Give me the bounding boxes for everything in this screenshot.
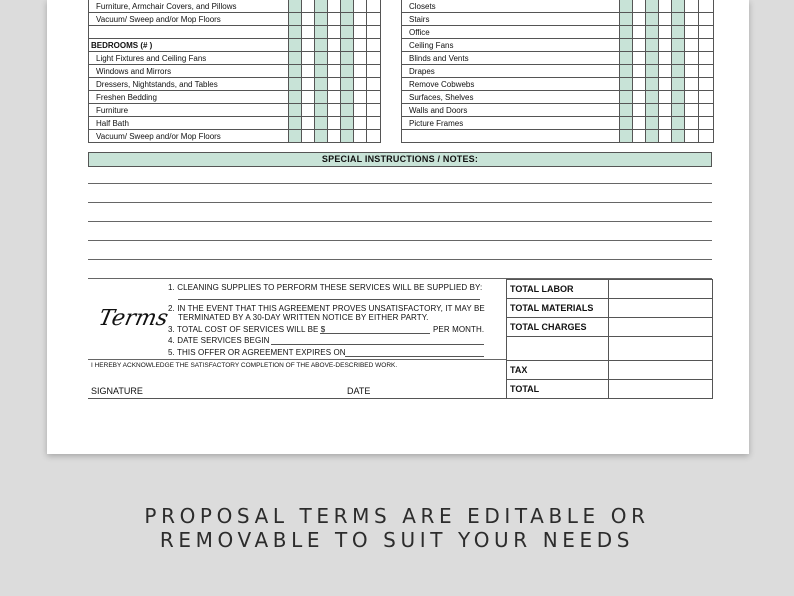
right-checkbox-cell[interactable] (685, 52, 699, 65)
left-checkbox-cell[interactable] (367, 39, 381, 52)
right-task-label: Closets (402, 0, 620, 13)
date-label: DATE (347, 386, 371, 396)
right-row (402, 104, 714, 117)
left-checkbox-cell[interactable] (315, 104, 328, 117)
grand-total-value[interactable] (609, 380, 713, 399)
right-checkbox-cell[interactable] (620, 65, 633, 78)
left-checkbox-cell[interactable] (302, 91, 315, 104)
right-checkbox-cell[interactable] (685, 65, 699, 78)
tax-value[interactable] (609, 361, 713, 380)
left-checkbox-cell[interactable] (367, 91, 381, 104)
left-checkbox-cell[interactable] (289, 65, 302, 78)
left-checkbox-cell[interactable] (367, 0, 381, 13)
right-checkbox-cell[interactable] (646, 39, 659, 52)
left-task-label: Windows and Mirrors (89, 65, 289, 78)
left-checkbox-cell[interactable] (328, 13, 341, 26)
left-checkbox-cell[interactable] (289, 117, 302, 130)
left-row (89, 13, 381, 26)
right-checklist-table (401, 0, 714, 143)
term-5: 5. THIS OFFER OR AGREEMENT EXPIRES ON (168, 348, 346, 357)
right-row (402, 13, 714, 26)
right-row (402, 65, 714, 78)
right-task-label: Drapes (402, 65, 620, 78)
right-task-label: Blinds and Vents (402, 52, 620, 65)
right-checkbox-cell[interactable] (620, 0, 633, 13)
left-checkbox-cell[interactable] (328, 130, 341, 143)
term-2-line1: 2. IN THE EVENT THAT THIS AGREEMENT PROVES UNSATISFACTORY, IT MAY BE (168, 304, 485, 313)
notes-line[interactable] (88, 240, 712, 241)
left-checkbox-cell[interactable] (302, 65, 315, 78)
left-checkbox-cell[interactable] (289, 78, 302, 91)
left-row (89, 117, 381, 130)
left-checkbox-cell[interactable] (354, 26, 367, 39)
left-task-label: Half Bath (89, 117, 289, 130)
right-checkbox-cell[interactable] (646, 117, 659, 130)
right-task-label: Remove Cobwebs (402, 78, 620, 91)
right-checkbox-cell[interactable] (685, 78, 699, 91)
left-checkbox-cell[interactable] (341, 26, 354, 39)
right-checkbox-cell[interactable] (672, 0, 685, 13)
right-checkbox-cell[interactable] (646, 52, 659, 65)
right-checkbox-cell[interactable] (633, 117, 646, 130)
left-checkbox-cell[interactable] (341, 52, 354, 65)
left-checkbox-cell[interactable] (367, 104, 381, 117)
caption-line-2: REMOVABLE TO SUIT YOUR NEEDS (159, 528, 635, 552)
left-task-label: Furniture, Armchair Covers, and Pillows (89, 0, 289, 13)
left-task-label: Light Fixtures and Ceiling Fans (89, 52, 289, 65)
notes-line[interactable] (88, 221, 712, 222)
left-task-label: Freshen Bedding (89, 91, 289, 104)
left-checkbox-cell[interactable] (328, 117, 341, 130)
right-checkbox-cell[interactable] (672, 52, 685, 65)
right-row (402, 130, 714, 143)
right-row (402, 0, 714, 13)
left-checklist-table (88, 0, 381, 143)
left-task-label (89, 26, 289, 39)
right-checkbox-cell[interactable] (672, 78, 685, 91)
tax-label: TAX (507, 361, 609, 380)
left-checkbox-cell[interactable] (328, 65, 341, 78)
right-checkbox-cell[interactable] (659, 13, 672, 26)
right-checkbox-cell[interactable] (620, 52, 633, 65)
notes-line[interactable] (88, 183, 712, 184)
totals-table (506, 279, 713, 399)
right-checkbox-cell[interactable] (699, 26, 714, 39)
left-checkbox-cell[interactable] (302, 13, 315, 26)
right-checkbox-cell[interactable] (620, 91, 633, 104)
right-task-label: Ceiling Fans (402, 39, 620, 52)
right-checkbox-cell[interactable] (685, 39, 699, 52)
right-task-label: Picture Frames (402, 117, 620, 130)
ack-divider (88, 359, 506, 360)
right-checkbox-cell[interactable] (659, 52, 672, 65)
left-checkbox-cell[interactable] (354, 52, 367, 65)
blank-total-value[interactable] (609, 337, 713, 361)
right-checkbox-cell[interactable] (699, 130, 714, 143)
right-checkbox-cell[interactable] (699, 117, 714, 130)
left-checkbox-cell[interactable] (315, 39, 328, 52)
right-checkbox-cell[interactable] (685, 91, 699, 104)
right-checkbox-cell[interactable] (633, 91, 646, 104)
right-checkbox-cell[interactable] (685, 130, 699, 143)
total-labor-value[interactable] (609, 280, 713, 299)
left-checkbox-cell[interactable] (315, 91, 328, 104)
left-checkbox-cell[interactable] (315, 0, 328, 13)
right-row (402, 26, 714, 39)
right-checkbox-cell[interactable] (659, 0, 672, 13)
left-checkbox-cell[interactable] (289, 13, 302, 26)
start-date-blank[interactable] (271, 344, 484, 345)
left-checkbox-cell[interactable] (367, 52, 381, 65)
right-task-label: Surfaces, Shelves (402, 91, 620, 104)
left-checkbox-cell[interactable] (367, 78, 381, 91)
right-checkbox-cell[interactable] (620, 130, 633, 143)
left-checkbox-cell[interactable] (341, 91, 354, 104)
right-checkbox-cell[interactable] (659, 130, 672, 143)
left-checkbox-cell[interactable] (315, 130, 328, 143)
right-row (402, 117, 714, 130)
left-checkbox-cell[interactable] (354, 65, 367, 78)
right-checkbox-cell[interactable] (659, 26, 672, 39)
term-2-line2: TERMINATED BY A 30-DAY WRITTEN NOTICE BY EITHER PARTY. (178, 313, 429, 322)
right-checkbox-cell[interactable] (685, 13, 699, 26)
right-task-label: Stairs (402, 13, 620, 26)
left-checkbox-cell[interactable] (302, 39, 315, 52)
left-checkbox-cell[interactable] (341, 39, 354, 52)
right-checkbox-cell[interactable] (633, 13, 646, 26)
left-row (89, 26, 381, 39)
left-checkbox-cell[interactable] (354, 91, 367, 104)
left-row (89, 104, 381, 117)
right-checkbox-cell[interactable] (699, 0, 714, 13)
right-row (402, 78, 714, 91)
left-checkbox-cell[interactable] (328, 78, 341, 91)
right-checkbox-cell[interactable] (646, 104, 659, 117)
left-checkbox-cell[interactable] (289, 26, 302, 39)
right-checkbox-cell[interactable] (620, 78, 633, 91)
left-checkbox-cell[interactable] (302, 52, 315, 65)
left-checkbox-cell[interactable] (302, 117, 315, 130)
right-checkbox-cell[interactable] (659, 78, 672, 91)
right-task-label (402, 130, 620, 143)
left-checkbox-cell[interactable] (315, 52, 328, 65)
left-task-label: Vacuum/ Sweep and/or Mop Floors (89, 13, 289, 26)
right-checkbox-cell[interactable] (659, 39, 672, 52)
right-checkbox-cell[interactable] (685, 117, 699, 130)
left-checkbox-cell[interactable] (341, 13, 354, 26)
left-row (89, 65, 381, 78)
left-row (89, 78, 381, 91)
right-checkbox-cell[interactable] (672, 91, 685, 104)
right-checkbox-cell[interactable] (646, 91, 659, 104)
right-checkbox-cell[interactable] (646, 26, 659, 39)
right-checkbox-cell[interactable] (699, 91, 714, 104)
left-checkbox-cell[interactable] (289, 39, 302, 52)
right-checkbox-cell[interactable] (672, 104, 685, 117)
right-checkbox-cell[interactable] (633, 130, 646, 143)
left-checkbox-cell[interactable] (315, 117, 328, 130)
left-checkbox-cell[interactable] (367, 130, 381, 143)
right-checkbox-cell[interactable] (699, 78, 714, 91)
term-3-suffix: PER MONTH. (433, 325, 485, 334)
left-checkbox-cell[interactable] (354, 104, 367, 117)
left-checkbox-cell[interactable] (367, 13, 381, 26)
term-1-blank[interactable] (178, 299, 480, 300)
right-checkbox-cell[interactable] (672, 26, 685, 39)
total-materials-label: TOTAL MATERIALS (507, 299, 609, 318)
left-checkbox-cell[interactable] (354, 0, 367, 13)
special-instructions-header: SPECIAL INSTRUCTIONS / NOTES: (88, 152, 712, 167)
left-checkbox-cell[interactable] (289, 91, 302, 104)
left-checkbox-cell[interactable] (328, 104, 341, 117)
right-checkbox-cell[interactable] (672, 13, 685, 26)
left-section-header: BEDROOMS (# ) (89, 39, 289, 52)
left-checkbox-cell[interactable] (289, 52, 302, 65)
right-checkbox-cell[interactable] (620, 13, 633, 26)
left-checkbox-cell[interactable] (367, 26, 381, 39)
right-checkbox-cell[interactable] (659, 104, 672, 117)
right-checkbox-cell[interactable] (659, 91, 672, 104)
left-checkbox-cell[interactable] (302, 104, 315, 117)
form-sheet (47, 0, 749, 454)
right-checkbox-cell[interactable] (659, 117, 672, 130)
left-checkbox-cell[interactable] (302, 78, 315, 91)
left-checkbox-cell[interactable] (354, 117, 367, 130)
left-checkbox-cell[interactable] (289, 0, 302, 13)
acknowledgement-text: I HEREBY ACKNOWLEDGE THE SATISFACTORY COMPLETION OF THE ABOVE-DESCRIBED WORK. (91, 362, 398, 369)
right-task-label: Office (402, 26, 620, 39)
total-charges-value[interactable] (609, 318, 713, 337)
left-checkbox-cell[interactable] (341, 117, 354, 130)
left-checkbox-cell[interactable] (341, 130, 354, 143)
left-checkbox-cell[interactable] (315, 26, 328, 39)
left-checkbox-cell[interactable] (289, 104, 302, 117)
total-materials-value[interactable] (609, 299, 713, 318)
left-checkbox-cell[interactable] (367, 65, 381, 78)
left-checkbox-cell[interactable] (302, 26, 315, 39)
left-checkbox-cell[interactable] (354, 130, 367, 143)
left-checkbox-cell[interactable] (289, 130, 302, 143)
notes-line[interactable] (88, 202, 712, 203)
term-3-prefix: 3. TOTAL COST OF SERVICES WILL BE $ (168, 325, 326, 334)
term-4: 4. DATE SERVICES BEGIN (168, 336, 270, 345)
expire-date-blank[interactable] (345, 356, 484, 357)
left-checkbox-cell[interactable] (354, 78, 367, 91)
right-checkbox-cell[interactable] (633, 78, 646, 91)
caption-line-1: PROPOSAL TERMS ARE EDITABLE OR (144, 504, 650, 528)
left-checkbox-cell[interactable] (315, 13, 328, 26)
left-checkbox-cell[interactable] (302, 130, 315, 143)
right-checkbox-cell[interactable] (685, 104, 699, 117)
signature-label: SIGNATURE (91, 386, 143, 396)
left-checkbox-cell[interactable] (341, 65, 354, 78)
left-checkbox-cell[interactable] (328, 52, 341, 65)
left-row (89, 130, 381, 143)
right-checkbox-cell[interactable] (672, 117, 685, 130)
left-task-label: Vacuum/ Sweep and/or Mop Floors (89, 130, 289, 143)
left-checkbox-cell[interactable] (341, 0, 354, 13)
left-checkbox-cell[interactable] (367, 117, 381, 130)
left-checkbox-cell[interactable] (328, 0, 341, 13)
right-checkbox-cell[interactable] (633, 52, 646, 65)
right-checkbox-cell[interactable] (672, 39, 685, 52)
left-checkbox-cell[interactable] (354, 39, 367, 52)
right-checkbox-cell[interactable] (633, 104, 646, 117)
left-checkbox-cell[interactable] (328, 39, 341, 52)
right-checkbox-cell[interactable] (646, 130, 659, 143)
notes-line[interactable] (88, 259, 712, 260)
left-checkbox-cell[interactable] (302, 0, 315, 13)
right-checkbox-cell[interactable] (620, 117, 633, 130)
grand-total-label: TOTAL (507, 380, 609, 399)
right-checkbox-cell[interactable] (646, 13, 659, 26)
right-checkbox-cell[interactable] (646, 65, 659, 78)
total-labor-label: TOTAL LABOR (507, 280, 609, 299)
right-checkbox-cell[interactable] (699, 52, 714, 65)
right-checkbox-cell[interactable] (699, 65, 714, 78)
right-checkbox-cell[interactable] (699, 39, 714, 52)
left-row (89, 91, 381, 104)
right-checkbox-cell[interactable] (620, 39, 633, 52)
right-checkbox-cell[interactable] (672, 65, 685, 78)
right-checkbox-cell[interactable] (633, 0, 646, 13)
right-checkbox-cell[interactable] (646, 78, 659, 91)
left-checkbox-cell[interactable] (315, 65, 328, 78)
left-row (89, 0, 381, 13)
right-checkbox-cell[interactable] (672, 130, 685, 143)
right-row (402, 52, 714, 65)
right-task-label: Walls and Doors (402, 104, 620, 117)
left-task-label: Furniture (89, 104, 289, 117)
left-checkbox-cell[interactable] (328, 91, 341, 104)
left-checkbox-cell[interactable] (341, 78, 354, 91)
left-checkbox-cell[interactable] (315, 78, 328, 91)
right-checkbox-cell[interactable] (685, 26, 699, 39)
right-checkbox-cell[interactable] (685, 0, 699, 13)
right-checkbox-cell[interactable] (633, 65, 646, 78)
term-1: 1. CLEANING SUPPLIES TO PERFORM THESE SERVICES WILL BE SUPPLIED BY: (168, 283, 483, 292)
total-charges-label: TOTAL CHARGES (507, 318, 609, 337)
right-checkbox-cell[interactable] (659, 65, 672, 78)
terms-heading: Terms (96, 306, 171, 331)
left-checkbox-cell[interactable] (341, 104, 354, 117)
left-checkbox-cell[interactable] (354, 13, 367, 26)
right-checkbox-cell[interactable] (699, 13, 714, 26)
left-row (89, 52, 381, 65)
right-row (402, 39, 714, 52)
right-checkbox-cell[interactable] (620, 104, 633, 117)
right-checkbox-cell[interactable] (699, 104, 714, 117)
blank-total-label (507, 337, 609, 361)
signature-line[interactable] (88, 398, 712, 399)
left-row (89, 39, 381, 52)
left-task-label: Dressers, Nightstands, and Tables (89, 78, 289, 91)
right-row (402, 91, 714, 104)
right-checkbox-cell[interactable] (633, 26, 646, 39)
cost-blank[interactable] (320, 333, 430, 334)
right-checkbox-cell[interactable] (633, 39, 646, 52)
right-checkbox-cell[interactable] (646, 0, 659, 13)
right-checkbox-cell[interactable] (620, 26, 633, 39)
left-checkbox-cell[interactable] (328, 26, 341, 39)
